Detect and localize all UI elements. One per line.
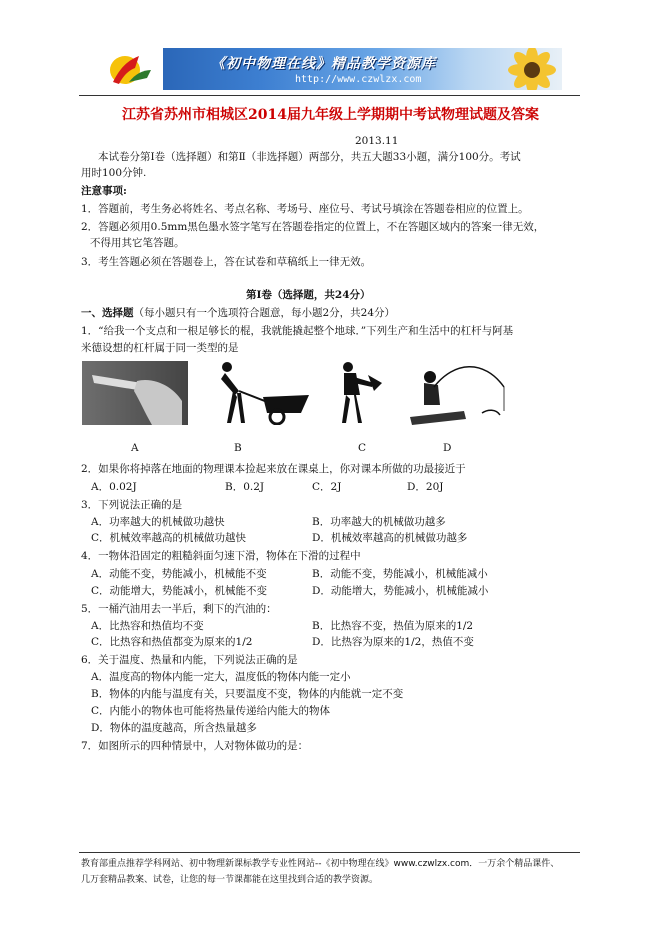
question-3-option: B．功率越大的机械做功越多: [312, 516, 446, 528]
question-2-option: B．0.2J: [225, 481, 265, 493]
notice-item: 2．答题必须用0.5mm黑色墨水签字笔写在答题卷指定的位置上，不在答题区域内的答案一律无效，: [81, 221, 545, 233]
question-4-option: C．动能增大，势能减小，机械能不变: [91, 585, 268, 597]
question-6-option: D．物体的温度越高，所含热量越多: [91, 722, 257, 734]
question-2-stem: 2．如果你将掉落在地面的物理课本捡起来放在课桌上，你对课本所做的功最接近于: [81, 463, 466, 475]
option-label-c: C: [358, 442, 367, 454]
footer-divider: [79, 852, 580, 853]
header-divider: [79, 95, 580, 96]
question-6-option: C．内能小的物体也可能将热量传递给内能大的物体: [91, 705, 331, 717]
intro-line-2: 用时100分钟.: [81, 167, 147, 179]
question-3-option: D．机械效率越高的机械做功越多: [312, 532, 468, 544]
question-5-option: A．比热容和热值均不变: [91, 620, 204, 632]
question-5-option: D．比热容为原来的1/2，热值不变: [312, 636, 474, 648]
question-2-option: C．2J: [312, 481, 342, 493]
question-3-stem: 3．下列说法正确的是: [81, 499, 183, 511]
question-3-option: C．机械效率越高的机械做功越快: [91, 532, 247, 544]
notice-title: 注意事项:: [81, 185, 127, 197]
question-5-option: B．比热容不变，热值为原来的1/2: [312, 620, 474, 632]
section-heading: [81, 305, 395, 321]
question-4-option: B．动能不变，势能减小，机械能减小: [312, 568, 488, 580]
notice-item: 3．考生答题必须在答题卷上，答在试卷和草稿纸上一律无效。: [81, 256, 372, 268]
footer-line-2: 几万套精品教案、试卷，让您的每一节课都能在这里找到合适的教学资源。: [81, 875, 379, 885]
question-2-option: D．20J: [407, 481, 444, 493]
section-title: 一、选择题: [81, 307, 134, 319]
intro-line-1: 本试卷分第Ⅰ卷（选择题）和第Ⅱ（非选择题）两部分，共五大题33小题，满分100分。考试: [98, 151, 521, 163]
notice-item: 1．答题前，考生务必将姓名、考点名称、考场号、座位号、考试号填涂在答题卷相应的位置上。: [81, 203, 529, 215]
notice-item: 不得用其它笔答题。: [90, 237, 185, 249]
question-4-option: D．动能增大，势能减小，机械能减小: [312, 585, 489, 597]
sunflower-decoration-icon: [492, 48, 562, 90]
option-label-b: B: [234, 442, 242, 454]
question-6-option: A．温度高的物体内能一定大，温度低的物体内能一定小: [91, 671, 351, 683]
question-6-option: B．物体的内能与温度有关，只要温度不变，物体的内能就一定不变: [91, 688, 404, 700]
part-heading: 第Ⅰ卷（选择题，共24分）: [246, 289, 371, 301]
question-5-stem: 5．一桶汽油用去一半后，剩下的汽油的：: [81, 603, 277, 615]
banner-title: 《初中物理在线》精品教学资源库: [211, 56, 436, 72]
question-6-stem: 6．关于温度、热量和内能，下列说法正确的是: [81, 654, 298, 666]
wheelbarrow-image: [205, 361, 313, 425]
question-4-option: A．动能不变，势能减小，机械能不变: [91, 568, 267, 580]
question-1-line-1: 1．“给我一个支点和一根足够长的棍，我就能撬起整个地球．”下列生产和生活中的杠杆与阿基: [81, 325, 514, 337]
question-4-stem: 4．一物体沿固定的粗糙斜面匀速下滑，物体在下滑的过程中: [81, 550, 361, 562]
site-logo-icon: [99, 48, 163, 90]
question-7-stem: 7．如图所示的四种情景中，人对物体做功的是：: [81, 740, 309, 752]
fishing-rod-image: [330, 361, 388, 425]
question-3-option: A．功率越大的机械做功越快: [91, 516, 225, 528]
banner-url[interactable]: http://www.czwlzx.com: [295, 74, 422, 85]
question-1-line-2: 米德设想的杠杆属于同一类型的是: [81, 342, 239, 354]
question-2-option: A．0.02J: [91, 481, 137, 493]
option-label-d: D: [443, 442, 452, 454]
lever-hand-image: [82, 361, 188, 425]
footer-line-1: 教育部重点推荐学科网站、初中物理新课标教学专业性网站--《初中物理在线》www.czwlzx.com．一万余个精品课件、: [81, 859, 560, 869]
document-title: 江苏省苏州市相城区2014届九年级上学期期中考试物理试题及答案: [122, 107, 539, 123]
exam-date: 2013.11: [355, 135, 399, 147]
option-label-a: A: [131, 442, 139, 454]
fisherman-image: [404, 361, 510, 425]
question-5-option: C．比热容和热值都变为原来的1/2: [91, 636, 253, 648]
header-banner: [99, 48, 562, 90]
section-description: （每小题只有一个选项符合题意，每小题2分，共24分）: [133, 307, 396, 319]
